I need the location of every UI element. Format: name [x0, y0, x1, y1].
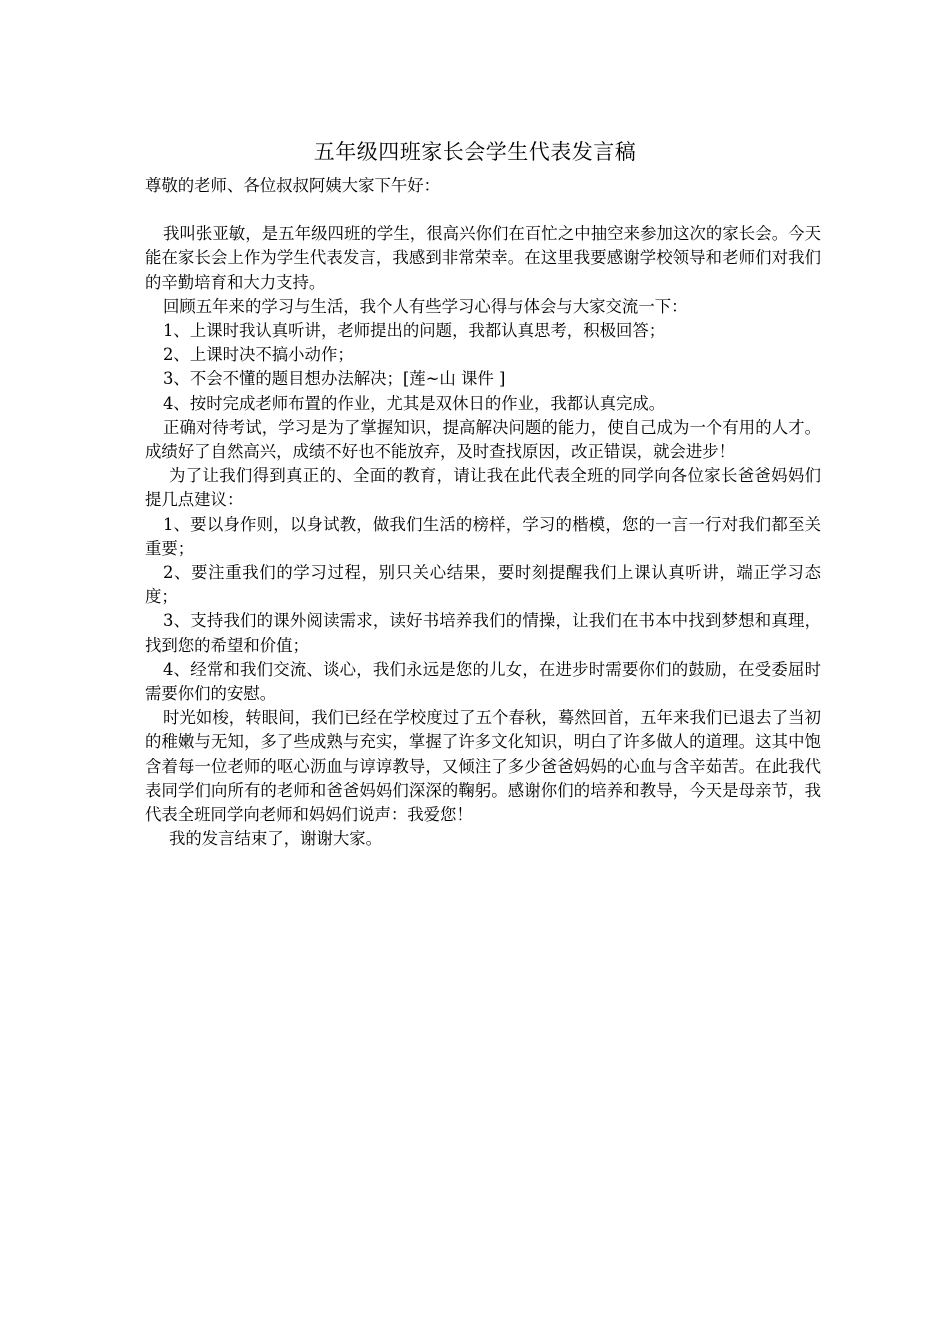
list-item-study-3: 3、不会不懂的题目想办法解决；[莲~山 课件 ]: [163, 369, 506, 389]
list-item-study-1: 1、上课时我认真听讲，老师提出的问题，我都认真思考，积极回答；: [163, 321, 666, 341]
list-item-study-2: 2、上课时决不搞小动作；: [163, 345, 354, 365]
list-item-suggestion-1: 1、要以身作则，以身试教，做我们生活的榜样，学习的楷模，您的一言一行对我们都至关重要；: [145, 514, 821, 558]
blank-line: [145, 198, 821, 222]
document-body: [145, 174, 821, 851]
greeting: 尊敬的老师、各位叔叔阿姨大家下午好：: [145, 176, 441, 195]
list-item-suggestion-2: 2、要注重我们的学习过程，别只关心结果，要时刻提醒我们上课认真听讲，端正学习态度；: [145, 563, 821, 607]
document-title: 五年级四班家长会学生代表发言稿: [313, 140, 637, 164]
paragraph-closing: 我的发言结束了，谢谢大家。: [169, 829, 383, 849]
paragraph-exams: 正确对待考试，学习是为了掌握知识，提高解决问题的能力，使自己成为一个有用的人才。成绩好了自然高兴，成绩不好也不能放弃，及时查找原因，改正错误，就会进步！: [145, 417, 821, 462]
paragraph-introduction: 我叫张亚敏，是五年级四班的学生，很高兴你们在百忙之中抽空来参加这次的家长会。今天能在家长会上作为学生代表发言，我感到非常荣幸。在这里我要感谢学校领导和老师们对我们的辛勤培育和大力支持。: [145, 224, 821, 292]
paragraph-review: 回顾五年来的学习与生活，我个人有些学习心得与体会与大家交流一下：: [163, 296, 688, 316]
paragraph-suggestions-intro: 为了让我们得到真正的、全面的教育，请让我在此代表全班的同学向各位家长爸爸妈妈们提几点建议：: [145, 466, 821, 510]
list-item-suggestion-3: 3、支持我们的课外阅读需求，读好书培养我们的情操，让我们在书本中找到梦想和真理，找到您的希望和价值；: [145, 611, 821, 655]
list-item-suggestion-4: 4、经常和我们交流、谈心，我们永远是您的儿女，在进步时需要你们的鼓励，在受委屈时需要你们的安慰。: [145, 659, 821, 704]
list-item-study-4: 4、按时完成老师布置的作业，尤其是双休日的作业，我都认真完成。: [163, 393, 666, 413]
paragraph-gratitude: 时光如梭，转眼间，我们已经在学校度过了五个春秋，蓦然回首，五年来我们已退去了当初的稚嫩与无知，多了些成熟与充实，掌握了许多文化知识，明白了许多做人的道理。这其中饱含着每一位老师的呕心沥血与谆谆教导，又倾注了多少爸爸妈妈的心血与含辛茹苦。在此我代表同学们向所有的老师和爸爸妈妈们深深的鞠躬。感谢你们的培养和教导，今天是母亲节，我代表全班同学向老师和妈妈们说声：我爱您！: [145, 708, 821, 825]
